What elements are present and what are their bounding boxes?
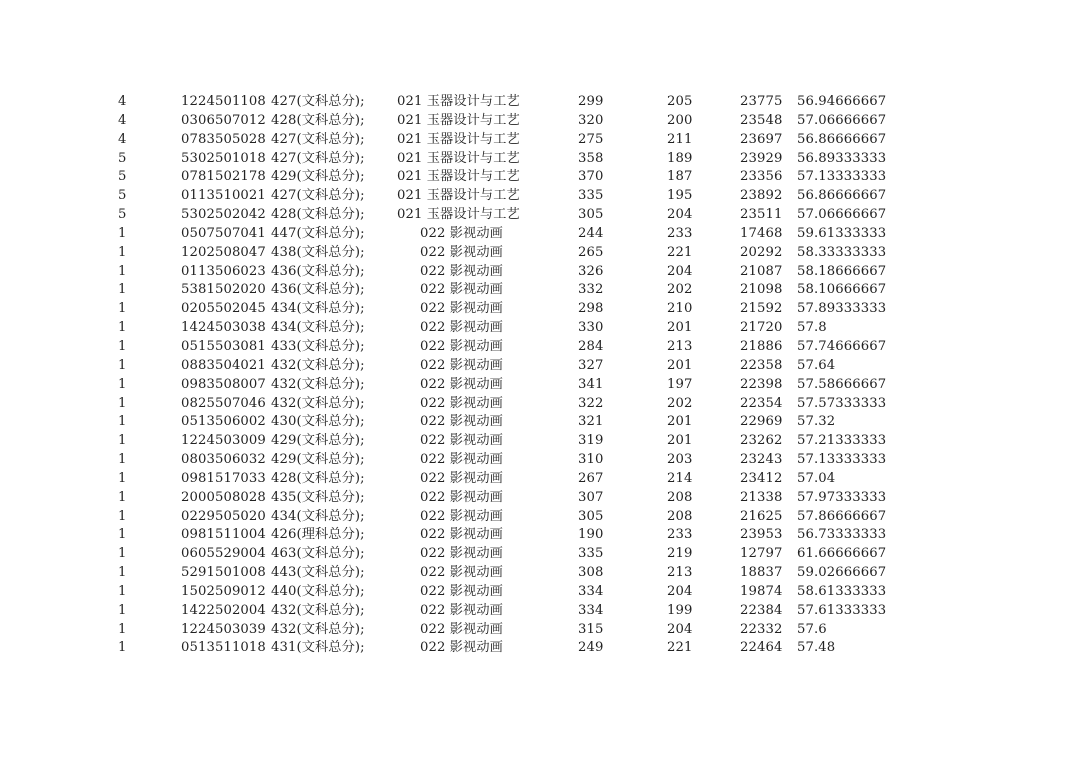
total-score-cell: 431(文科总分); <box>271 640 365 656</box>
rank-cell: 1 <box>118 527 127 543</box>
rank-cell: 1 <box>118 433 127 449</box>
rank-cell: 5 <box>118 207 127 223</box>
major-cell: 022 影视动画 <box>420 489 503 505</box>
score-a-cell: 327 <box>578 357 604 373</box>
rank-number-cell: 23262 <box>740 433 783 449</box>
score-b-cell: 201 <box>667 357 693 373</box>
total-score-cell: 447(文科总分); <box>271 225 365 241</box>
rank-number-cell: 17468 <box>740 225 783 241</box>
table-row <box>0 338 1080 357</box>
rank-cell: 1 <box>118 338 127 354</box>
total-score-cell: 428(文科总分); <box>271 470 365 486</box>
score-a-cell: 305 <box>578 207 604 223</box>
score-a-cell: 307 <box>578 489 604 505</box>
table-row <box>0 206 1080 225</box>
rank-number-cell: 22354 <box>740 395 783 411</box>
score-a-cell: 249 <box>578 640 604 656</box>
rank-cell: 1 <box>118 376 127 392</box>
major-cell: 021 玉器设计与工艺 <box>397 207 520 223</box>
candidate-id-cell: 0507507041 <box>181 225 266 241</box>
candidate-id-cell: 0515503081 <box>181 338 266 354</box>
rank-cell: 1 <box>118 621 127 637</box>
candidate-id-cell: 0983508007 <box>181 376 266 392</box>
rank-cell: 1 <box>118 583 127 599</box>
score-b-cell: 219 <box>667 546 693 562</box>
composite-score-cell: 57.97333333 <box>797 489 887 505</box>
composite-score-cell: 57.89333333 <box>797 301 887 317</box>
score-a-cell: 299 <box>578 94 604 109</box>
score-b-cell: 204 <box>667 621 693 637</box>
rank-cell: 4 <box>118 131 127 147</box>
score-a-cell: 358 <box>578 150 604 166</box>
score-b-cell: 200 <box>667 112 693 128</box>
rank-number-cell: 23929 <box>740 150 783 166</box>
rank-cell: 5 <box>118 188 127 204</box>
score-a-cell: 265 <box>578 244 604 260</box>
total-score-cell: 435(文科总分); <box>271 489 365 505</box>
total-score-cell: 427(文科总分); <box>271 150 365 166</box>
major-cell: 022 影视动画 <box>420 621 503 637</box>
table-row <box>0 395 1080 414</box>
rank-cell: 1 <box>118 301 127 317</box>
rank-number-cell: 22398 <box>740 376 783 392</box>
score-a-cell: 267 <box>578 470 604 486</box>
major-cell: 022 影视动画 <box>420 244 503 260</box>
major-cell: 021 玉器设计与工艺 <box>397 131 520 147</box>
score-a-cell: 310 <box>578 452 604 468</box>
composite-score-cell: 58.33333333 <box>797 244 887 260</box>
major-cell: 021 玉器设计与工艺 <box>397 150 520 166</box>
candidate-id-cell: 0981511004 <box>181 527 266 543</box>
major-cell: 022 影视动画 <box>420 414 503 430</box>
total-score-cell: 427(文科总分); <box>271 94 365 109</box>
composite-score-cell: 57.57333333 <box>797 395 887 411</box>
table-row <box>0 489 1080 508</box>
total-score-cell: 429(文科总分); <box>271 452 365 468</box>
candidate-id-cell: 1424503038 <box>181 320 266 336</box>
table-row <box>0 357 1080 376</box>
table-row <box>0 281 1080 300</box>
total-score-cell: 443(文科总分); <box>271 565 365 581</box>
total-score-cell: 463(文科总分); <box>271 546 365 562</box>
rank-cell: 1 <box>118 470 127 486</box>
major-cell: 022 影视动画 <box>420 376 503 392</box>
score-a-cell: 330 <box>578 320 604 336</box>
candidate-id-cell: 5291501008 <box>181 565 266 581</box>
major-cell: 022 影视动画 <box>420 320 503 336</box>
candidate-id-cell: 2000508028 <box>181 489 266 505</box>
table-row <box>0 432 1080 451</box>
score-b-cell: 210 <box>667 301 693 317</box>
major-cell: 022 影视动画 <box>420 640 503 656</box>
major-cell: 022 影视动画 <box>420 357 503 373</box>
table-row <box>0 602 1080 621</box>
table-row <box>0 131 1080 150</box>
score-a-cell: 370 <box>578 169 604 185</box>
composite-score-cell: 57.86666667 <box>797 508 887 524</box>
composite-score-cell: 57.06666667 <box>797 112 887 128</box>
rank-number-cell: 21098 <box>740 282 783 298</box>
table-row <box>0 244 1080 263</box>
table-row <box>0 639 1080 658</box>
score-b-cell: 208 <box>667 508 693 524</box>
rank-number-cell: 21592 <box>740 301 783 317</box>
composite-score-cell: 56.86666667 <box>797 188 887 204</box>
major-cell: 022 影视动画 <box>420 583 503 599</box>
candidate-id-cell: 0825507046 <box>181 395 266 411</box>
major-cell: 021 玉器设计与工艺 <box>397 188 520 204</box>
candidate-id-cell: 1224503039 <box>181 621 266 637</box>
table-row <box>0 621 1080 640</box>
rank-cell: 5 <box>118 150 127 166</box>
score-b-cell: 201 <box>667 320 693 336</box>
major-cell: 022 影视动画 <box>420 282 503 298</box>
table-row <box>0 300 1080 319</box>
total-score-cell: 432(文科总分); <box>271 357 365 373</box>
table-row <box>0 93 1080 112</box>
table-row <box>0 187 1080 206</box>
rank-cell: 1 <box>118 602 127 618</box>
rank-number-cell: 21338 <box>740 489 783 505</box>
score-b-cell: 213 <box>667 338 693 354</box>
score-b-cell: 189 <box>667 150 693 166</box>
major-cell: 022 影视动画 <box>420 338 503 354</box>
score-a-cell: 305 <box>578 508 604 524</box>
candidate-id-cell: 1224503009 <box>181 433 266 449</box>
rank-cell: 1 <box>118 565 127 581</box>
composite-score-cell: 57.74666667 <box>797 338 887 354</box>
score-a-cell: 335 <box>578 546 604 562</box>
major-cell: 022 影视动画 <box>420 395 503 411</box>
score-b-cell: 202 <box>667 282 693 298</box>
composite-score-cell: 57.04 <box>797 470 836 486</box>
score-b-cell: 204 <box>667 583 693 599</box>
major-cell: 022 影视动画 <box>420 546 503 562</box>
rank-number-cell: 21087 <box>740 263 783 279</box>
total-score-cell: 428(文科总分); <box>271 207 365 223</box>
candidate-id-cell: 0781502178 <box>181 169 266 185</box>
rank-number-cell: 12797 <box>740 546 783 562</box>
total-score-cell: 429(文科总分); <box>271 433 365 449</box>
table-row <box>0 413 1080 432</box>
major-cell: 022 影视动画 <box>420 565 503 581</box>
major-cell: 022 影视动画 <box>420 470 503 486</box>
total-score-cell: 427(文科总分); <box>271 188 365 204</box>
rank-number-cell: 22332 <box>740 621 783 637</box>
table-row <box>0 319 1080 338</box>
table-row <box>0 225 1080 244</box>
score-b-cell: 213 <box>667 565 693 581</box>
candidate-id-cell: 0229505020 <box>181 508 266 524</box>
candidate-id-cell: 0113506023 <box>181 263 266 279</box>
composite-score-cell: 58.18666667 <box>797 263 887 279</box>
score-a-cell: 334 <box>578 583 604 599</box>
score-b-cell: 203 <box>667 452 693 468</box>
composite-score-cell: 58.61333333 <box>797 583 887 599</box>
score-a-cell: 341 <box>578 376 604 392</box>
score-b-cell: 201 <box>667 433 693 449</box>
rank-number-cell: 22358 <box>740 357 783 373</box>
score-b-cell: 204 <box>667 207 693 223</box>
score-b-cell: 204 <box>667 263 693 279</box>
rank-cell: 1 <box>118 244 127 260</box>
total-score-cell: 426(理科总分); <box>271 527 365 543</box>
rank-cell: 4 <box>118 112 127 128</box>
candidate-id-cell: 1224501108 <box>181 94 266 109</box>
table-row <box>0 470 1080 489</box>
candidate-id-cell: 0883504021 <box>181 357 266 373</box>
composite-score-cell: 57.58666667 <box>797 376 887 392</box>
major-cell: 022 影视动画 <box>420 263 503 279</box>
total-score-cell: 434(文科总分); <box>271 320 365 336</box>
score-a-cell: 321 <box>578 414 604 430</box>
score-table <box>0 93 1080 658</box>
composite-score-cell: 56.73333333 <box>797 527 887 543</box>
composite-score-cell: 57.64 <box>797 357 836 373</box>
composite-score-cell: 56.89333333 <box>797 150 887 166</box>
total-score-cell: 432(文科总分); <box>271 395 365 411</box>
rank-number-cell: 22464 <box>740 640 783 656</box>
table-row <box>0 508 1080 527</box>
rank-cell: 1 <box>118 489 127 505</box>
score-a-cell: 190 <box>578 527 604 543</box>
rank-cell: 1 <box>118 508 127 524</box>
composite-score-cell: 57.13333333 <box>797 169 887 185</box>
total-score-cell: 438(文科总分); <box>271 244 365 260</box>
table-row <box>0 583 1080 602</box>
composite-score-cell: 57.21333333 <box>797 433 887 449</box>
major-cell: 022 影视动画 <box>420 508 503 524</box>
rank-number-cell: 23511 <box>740 207 783 223</box>
score-a-cell: 332 <box>578 282 604 298</box>
score-a-cell: 319 <box>578 433 604 449</box>
major-cell: 022 影视动画 <box>420 433 503 449</box>
total-score-cell: 429(文科总分); <box>271 169 365 185</box>
rank-number-cell: 21625 <box>740 508 783 524</box>
composite-score-cell: 57.32 <box>797 414 836 430</box>
major-cell: 022 影视动画 <box>420 225 503 241</box>
rank-cell: 1 <box>118 282 127 298</box>
table-row <box>0 376 1080 395</box>
candidate-id-cell: 5381502020 <box>181 282 266 298</box>
rank-number-cell: 22969 <box>740 414 783 430</box>
rank-number-cell: 20292 <box>740 244 783 260</box>
rank-number-cell: 21720 <box>740 320 783 336</box>
rank-cell: 4 <box>118 94 127 109</box>
total-score-cell: 427(文科总分); <box>271 131 365 147</box>
table-row <box>0 150 1080 169</box>
score-b-cell: 205 <box>667 94 693 109</box>
major-cell: 022 影视动画 <box>420 452 503 468</box>
rank-cell: 1 <box>118 640 127 656</box>
rank-cell: 1 <box>118 263 127 279</box>
rank-cell: 1 <box>118 395 127 411</box>
composite-score-cell: 59.61333333 <box>797 225 887 241</box>
score-b-cell: 208 <box>667 489 693 505</box>
major-cell: 021 玉器设计与工艺 <box>397 112 520 128</box>
rank-number-cell: 23953 <box>740 527 783 543</box>
candidate-id-cell: 5302501018 <box>181 150 266 166</box>
candidate-id-cell: 0513506002 <box>181 414 266 430</box>
table-row <box>0 263 1080 282</box>
table-row <box>0 112 1080 131</box>
major-cell: 022 影视动画 <box>420 527 503 543</box>
table-row <box>0 526 1080 545</box>
score-b-cell: 202 <box>667 395 693 411</box>
total-score-cell: 434(文科总分); <box>271 301 365 317</box>
rank-cell: 1 <box>118 546 127 562</box>
rank-number-cell: 21886 <box>740 338 783 354</box>
total-score-cell: 433(文科总分); <box>271 338 365 354</box>
table-row <box>0 451 1080 470</box>
rank-number-cell: 22384 <box>740 602 783 618</box>
score-a-cell: 334 <box>578 602 604 618</box>
score-b-cell: 201 <box>667 414 693 430</box>
rank-number-cell: 23775 <box>740 94 783 109</box>
table-row <box>0 564 1080 583</box>
total-score-cell: 428(文科总分); <box>271 112 365 128</box>
score-b-cell: 233 <box>667 225 693 241</box>
rank-cell: 1 <box>118 357 127 373</box>
score-a-cell: 308 <box>578 565 604 581</box>
score-b-cell: 214 <box>667 470 693 486</box>
total-score-cell: 432(文科总分); <box>271 376 365 392</box>
composite-score-cell: 56.86666667 <box>797 131 887 147</box>
composite-score-cell: 59.02666667 <box>797 565 887 581</box>
rank-cell: 1 <box>118 225 127 241</box>
score-b-cell: 233 <box>667 527 693 543</box>
rank-cell: 5 <box>118 169 127 185</box>
score-a-cell: 298 <box>578 301 604 317</box>
candidate-id-cell: 1502509012 <box>181 583 266 599</box>
composite-score-cell: 58.10666667 <box>797 282 887 298</box>
candidate-id-cell: 0981517033 <box>181 470 266 486</box>
candidate-id-cell: 1422502004 <box>181 602 266 618</box>
major-cell: 021 玉器设计与工艺 <box>397 169 520 185</box>
candidate-id-cell: 0113510021 <box>181 188 266 204</box>
candidate-id-cell: 5302502042 <box>181 207 266 223</box>
total-score-cell: 440(文科总分); <box>271 583 365 599</box>
candidate-id-cell: 0803506032 <box>181 452 266 468</box>
candidate-id-cell: 0605529004 <box>181 546 266 562</box>
candidate-id-cell: 0205502045 <box>181 301 266 317</box>
total-score-cell: 436(文科总分); <box>271 282 365 298</box>
score-b-cell: 211 <box>667 131 693 147</box>
total-score-cell: 430(文科总分); <box>271 414 365 430</box>
rank-cell: 1 <box>118 452 127 468</box>
candidate-id-cell: 0513511018 <box>181 640 266 656</box>
score-b-cell: 199 <box>667 602 693 618</box>
rank-number-cell: 23697 <box>740 131 783 147</box>
score-a-cell: 326 <box>578 263 604 279</box>
rank-number-cell: 19874 <box>740 583 783 599</box>
composite-score-cell: 61.66666667 <box>797 546 887 562</box>
composite-score-cell: 57.61333333 <box>797 602 887 618</box>
score-a-cell: 335 <box>578 188 604 204</box>
composite-score-cell: 57.8 <box>797 320 827 336</box>
score-a-cell: 322 <box>578 395 604 411</box>
rank-number-cell: 23892 <box>740 188 783 204</box>
major-cell: 022 影视动画 <box>420 602 503 618</box>
composite-score-cell: 57.06666667 <box>797 207 887 223</box>
table-row <box>0 545 1080 564</box>
score-b-cell: 195 <box>667 188 693 204</box>
composite-score-cell: 57.48 <box>797 640 836 656</box>
score-a-cell: 275 <box>578 131 604 147</box>
score-b-cell: 221 <box>667 244 693 260</box>
score-a-cell: 315 <box>578 621 604 637</box>
total-score-cell: 432(文科总分); <box>271 621 365 637</box>
total-score-cell: 434(文科总分); <box>271 508 365 524</box>
rank-number-cell: 23412 <box>740 470 783 486</box>
score-a-cell: 284 <box>578 338 604 354</box>
candidate-id-cell: 0783505028 <box>181 131 266 147</box>
major-cell: 021 玉器设计与工艺 <box>397 94 520 109</box>
score-b-cell: 187 <box>667 169 693 185</box>
candidate-id-cell: 1202508047 <box>181 244 266 260</box>
rank-number-cell: 23243 <box>740 452 783 468</box>
rank-cell: 1 <box>118 320 127 336</box>
total-score-cell: 432(文科总分); <box>271 602 365 618</box>
score-a-cell: 320 <box>578 112 604 128</box>
table-row <box>0 168 1080 187</box>
score-b-cell: 197 <box>667 376 693 392</box>
rank-number-cell: 23548 <box>740 112 783 128</box>
rank-number-cell: 23356 <box>740 169 783 185</box>
rank-cell: 1 <box>118 414 127 430</box>
major-cell: 022 影视动画 <box>420 301 503 317</box>
score-a-cell: 244 <box>578 225 604 241</box>
composite-score-cell: 56.94666667 <box>797 94 887 109</box>
composite-score-cell: 57.13333333 <box>797 452 887 468</box>
rank-number-cell: 18837 <box>740 565 783 581</box>
candidate-id-cell: 0306507012 <box>181 112 266 128</box>
total-score-cell: 436(文科总分); <box>271 263 365 279</box>
composite-score-cell: 57.6 <box>797 621 827 637</box>
score-b-cell: 221 <box>667 640 693 656</box>
